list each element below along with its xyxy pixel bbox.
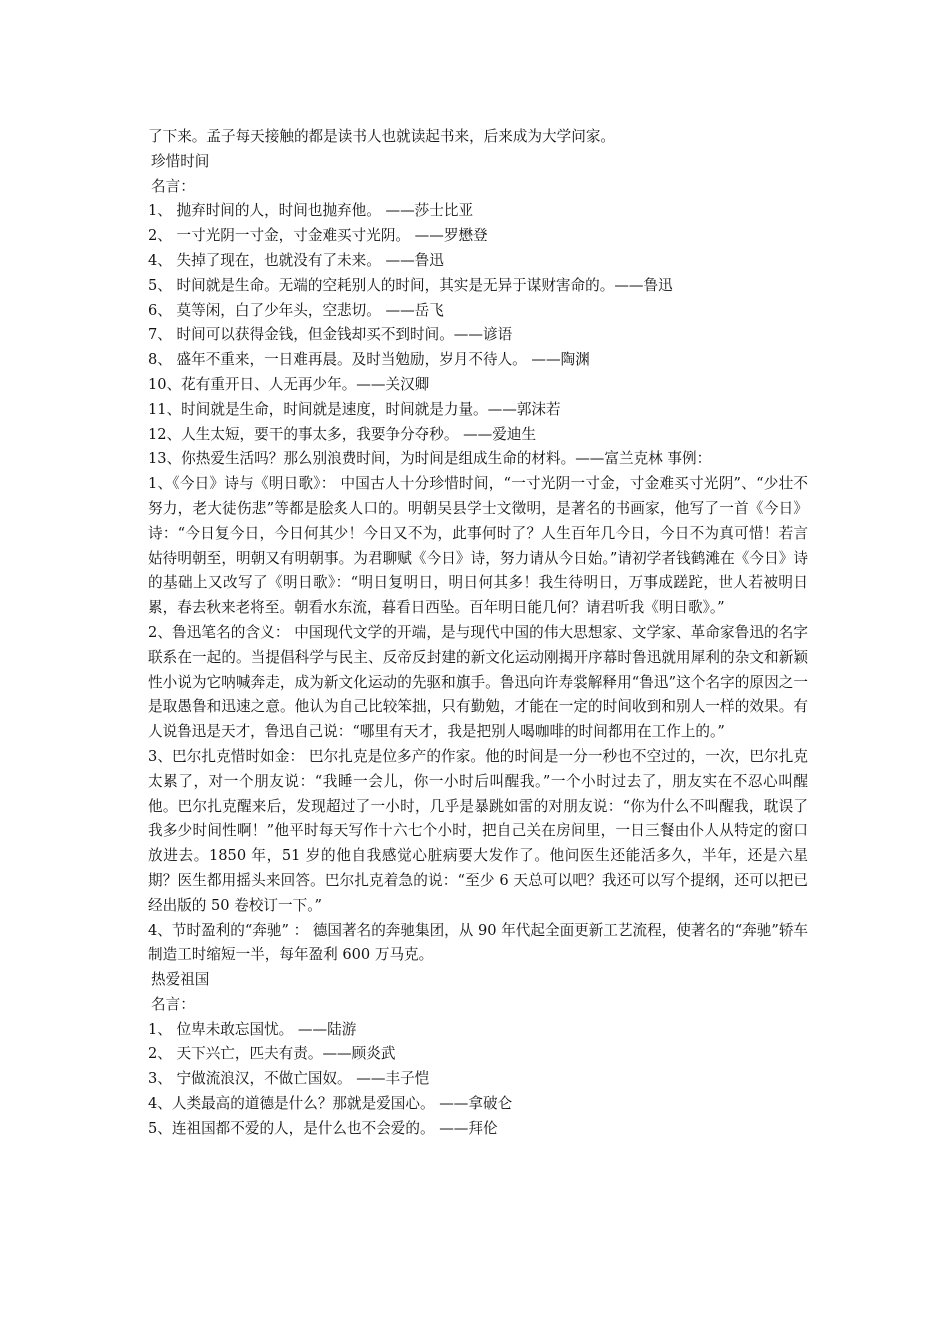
quote-item: 1、 抛弃时间的人，时间也抛弃他。 ——莎士比亚 [148, 202, 474, 220]
document-page [148, 125, 808, 1142]
quote-item: 7、 时间可以获得金钱，但金钱却买不到时间。——谚语 [148, 326, 513, 344]
quote-item: 3、 宁做流浪汉，不做亡国奴。 ——丰子恺 [148, 1070, 430, 1088]
example-paragraph: 1、《今日》诗与《明日歌》： 中国古人十分珍惜时间，“一寸光阴一寸金，寸金难买寸光阴”、“少壮不努力，老大徒伤悲”等都是脍炙人口的。明朝吴县学士文徵明，是著名的书画家，他写了一首《今日》诗：“今日复今日，今日何其少！今日又不为，此事何时了？人生百年几今日，今日不为真可惜！若言姑待明朝至，明朝又有明朝事。为君聊赋《今日》诗，努力请从今日始。”请初学者钱鹤滩在《今日》诗的基础上又改写了《明日歌》：“明日复明日，明日何其多！我生待明日，万事成蹉跎，世人若被明日累，春去秋来老将至。朝看水东流，暮看日西坠。百年明日能几何？请君听我《明日歌》。” [148, 475, 808, 617]
quote-item: 5、连祖国都不爱的人，是什么也不会爱的。 ——拜伦 [148, 1119, 498, 1137]
section-heading-time: 珍惜时间 [151, 152, 210, 170]
example-paragraph: 4、节时盈利的“奔驰” ： 德国著名的奔驰集团，从 90 年代起全面更新工艺流程，使著名的“奔驰”轿车制造工时缩短一半，每年盈利 600 万马克。 [148, 921, 809, 964]
quote-item: 8、 盛年不重来，一日难再晨。及时当勉励，岁月不待人。 ——陶渊 [148, 351, 590, 369]
quote-item: 13、你热爱生活吗？那么别浪费时间，为时间是组成生命的材料。——富兰克林 事例： [148, 450, 712, 468]
quote-item: 12、人生太短，要干的事太多，我要争分夺秒。 ——爱迪生 [148, 425, 537, 443]
quote-item: 1、 位卑未敢忘国忧。 ——陆游 [148, 1020, 357, 1038]
quote-item: 11、时间就是生命，时间就是速度，时间就是力量。——郭沫若 [148, 400, 561, 418]
quotes-label: 名言： [151, 177, 195, 195]
intro-line: 了下来。孟子每天接触的都是读书人也就读起书来，后来成为大学问家。 [148, 128, 616, 145]
example-paragraph: 3、巴尔扎克惜时如金： 巴尔扎克是位多产的作家。他的时间是一分一秒也不空过的，一次，巴尔扎克太累了，对一个朋友说：“我睡一会儿，你一小时后叫醒我。”一个小时过去了，朋友实在不忍心叫醒他。巴尔扎克醒来后，发现超过了一小时，几乎是暴跳如雷的对朋友说：“你为什么不叫醒我，耽误了我多少时间性啊！”他平时每天写作十六七个小时，把自己关在房间里，一日三餐由仆人从特定的窗口放进去。1850 年，51 岁的他自我感觉心脏病要大发作了。他问医生还能活多久，半年，还是六星期？医生都用摇头来回答。巴尔扎克着急的说：“至少 6 天总可以吧？我还可以写个提纲，还可以把已经出版的 50 卷校订一下。” [148, 747, 808, 914]
example-paragraph: 2、鲁迅笔名的含义： 中国现代文学的开端，是与现代中国的伟大思想家、文学家、革命家鲁迅的名字联系在一起的。当提倡科学与民主、反帝反封建的新文化运动刚揭开序幕时鲁迅就用犀利的杂文和新颖性小说为它呐喊奔走，成为新文化运动的先驱和旗手。鲁迅向许寿裳解释用“鲁迅”这个名字的原因之一是取愚鲁和迅速之意。他认为自己比较笨拙，只有勤勉，才能在一定的时间收到和别人一样的效果。有人说鲁迅是天才，鲁迅自己说：“哪里有天才，我是把别人喝咖啡的时间都用在工作上的。” [148, 623, 808, 741]
quote-item: 6、 莫等闲，白了少年头，空悲切。 ——岳飞 [148, 301, 444, 319]
quote-item: 2、 天下兴亡，匹夫有责。——顾炎武 [148, 1045, 396, 1063]
quote-item: 5、 时间就是生命。无端的空耗别人的时间，其实是无异于谋财害命的。——鲁迅 [148, 276, 673, 294]
section-heading-motherland: 热爱祖国 [151, 971, 210, 989]
quotes-label: 名言： [151, 995, 195, 1013]
quote-item: 2、 一寸光阴一寸金，寸金难买寸光阴。 ——罗懋登 [148, 227, 488, 245]
quote-item: 4、 失掉了现在，也就没有了未来。 ——鲁迅 [148, 251, 444, 269]
quote-item: 4、人类最高的道德是什么？那就是爱国心。 ——拿破仑 [148, 1095, 513, 1113]
quote-item: 10、花有重开日、人无再少年。——关汉卿 [148, 375, 430, 393]
